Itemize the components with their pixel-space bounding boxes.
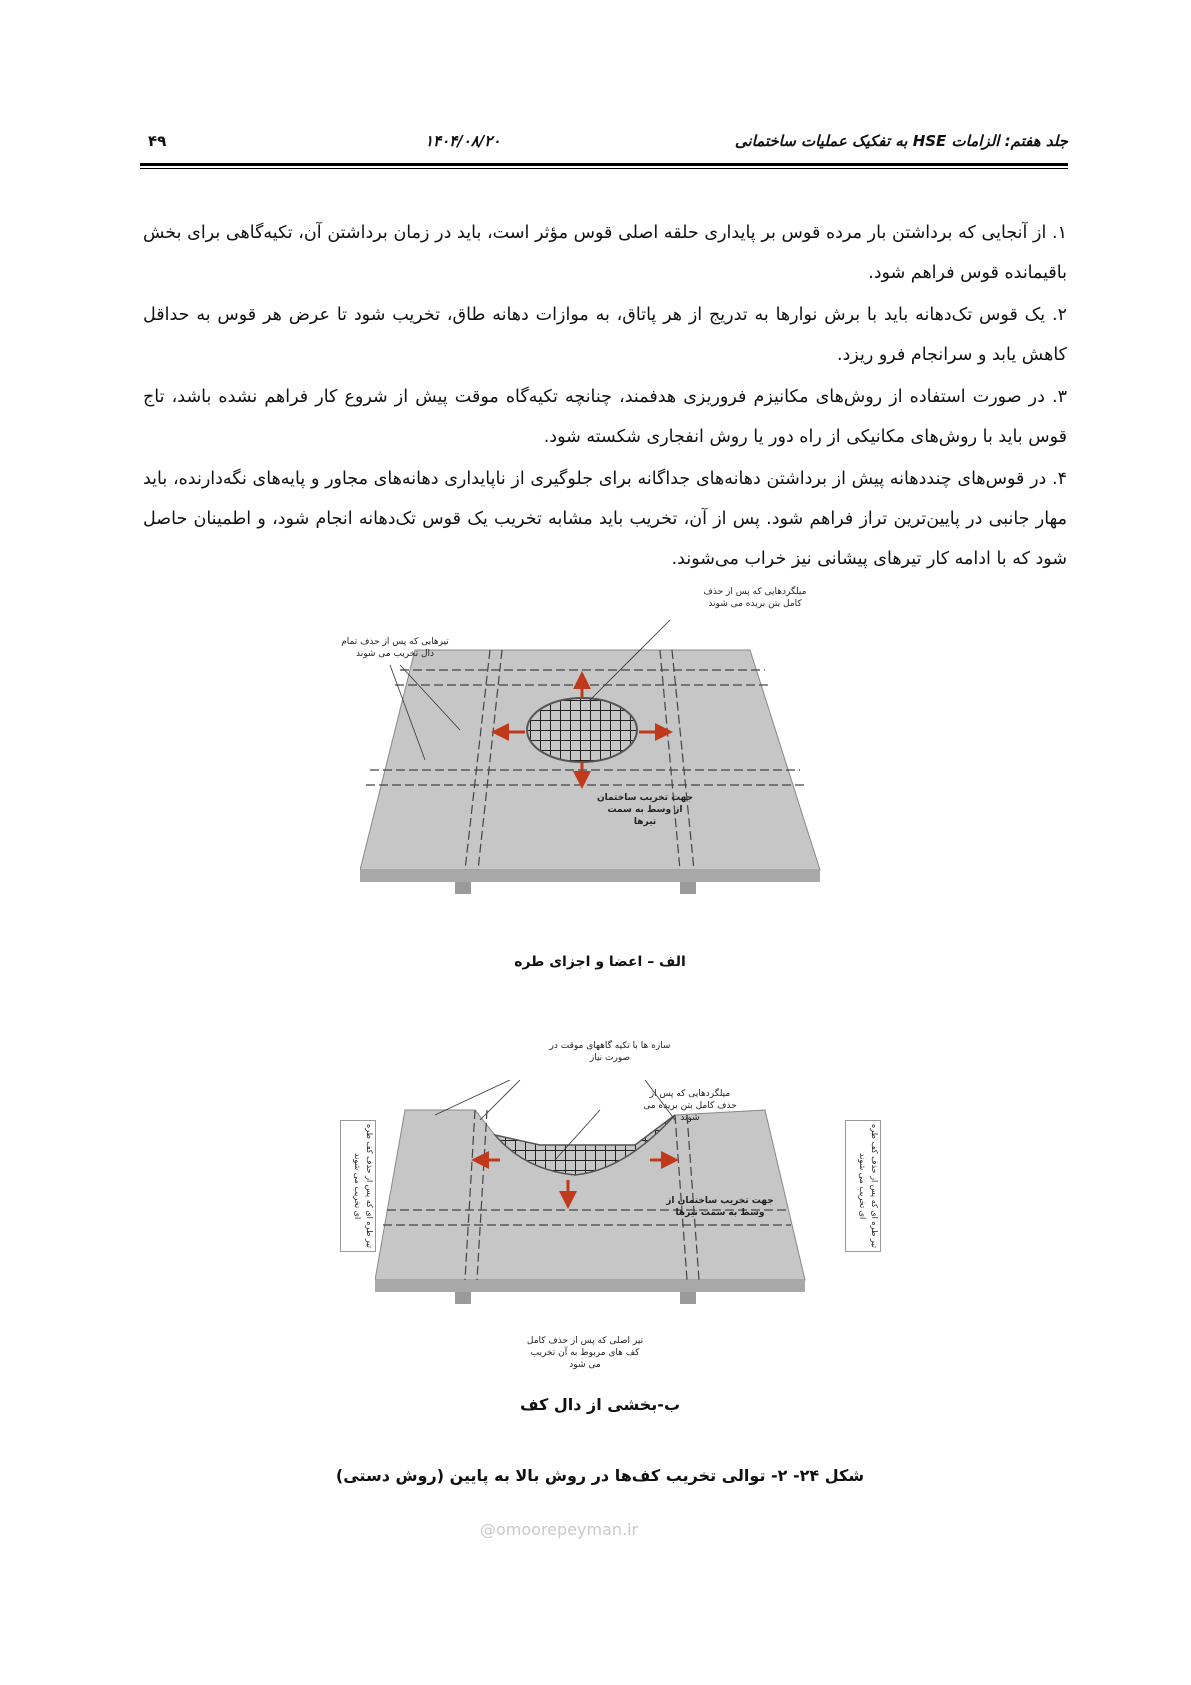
header-rule-thick (140, 163, 1068, 166)
beam-b-left (455, 1292, 471, 1304)
page-header (140, 122, 1068, 162)
figure-b-label-left-beam: تیر طره ای که پس از حذف کف طره ای تخریب می شوند (340, 1120, 376, 1252)
beam-b-right (680, 1292, 696, 1304)
figure-a-slab-illustration (360, 620, 860, 950)
figure-b-caption: ب-بخشی از دال کف (519, 1395, 681, 1414)
paragraph-1: ۱. از آنجایی که برداشتن بار مرده قوس بر پایداری حلقه اصلی قوس مؤثر است، باید در زمان برداشتن آن، تکیه‌گاهی برای بخش باقیمانده قوس فراهم شود. (143, 223, 1067, 283)
slab-a-opening (527, 698, 637, 762)
figure-a-label-rebar: میلگردهایی که پس از حذف کامل بتن بریده می شوند (703, 587, 807, 609)
header-title: جلد هفتم: الزامات HSE به تفکیک عملیات ساختمانی (734, 132, 1068, 150)
page-number: ۴۹ (148, 132, 167, 150)
paragraph-4: ۴. در قوس‌های چنددهانه پیش از برداشتن دهانه‌های جداگانه برای جلوگیری از ناپایداری دهانه‌های مجاور و پایه‌های نگه‌دارنده، باید مهار جانبی در پایین‌ترین تراز فراهم شود. پس از آن، تخریب باید مشابه تخریب یک قوس تک‌دهانه انجام شود، و اطمینان حاصل شود که با ادامه کار تیرهای پیشانی نیز خراب می‌شوند. (143, 469, 1067, 569)
figure-caption: شکل ۲۴- ۲- توالی تخریب کف‌ها در روش بالا به پایین (روش دستی) (335, 1466, 865, 1485)
beam-a-right (680, 882, 696, 894)
paragraph-3: ۳. در صورت استفاده از روش‌های مکانیزم فروریزی هدفمند، چنانچه تکیه‌گاه موقت پیش از شروع کار فراهم نشده باشد، تاج قوس باید با روش‌های مکانیکی از راه دور یا روش انفجاری شکسته شود. (143, 387, 1067, 447)
figure-b-label-structure: سازه ها با تکیه گاههای موقت در صورت نیاز (549, 1041, 671, 1063)
header-date: ۱۴۰۴/۰۸/۲۰ (425, 132, 501, 150)
header-rule-thin (140, 168, 1068, 169)
figure-b-label-right-beam: تیر طره ای که پس از حذف کف طره ای تخریب می شوند (845, 1120, 881, 1252)
body-text (143, 213, 1067, 581)
slab-a-front (360, 870, 820, 882)
figure-b-label-direction: جهت تخریب ساختمان از وسط به سمت تیرها (666, 1196, 774, 1218)
beam-a-left (455, 882, 471, 894)
figure-a-label-beams: تیرهایی که پس از حذف تمام دال تخریب می شوند (341, 637, 449, 659)
slab-b-front (375, 1280, 805, 1292)
paragraph-2: ۲. یک قوس تک‌دهانه باید با برش نوارها به تدریج از هر پاتاق، به موازات دهانه طاق، تخریب شود تا عرض هر قوس به حداقل کاهش یابد و سرانجام فرو ریزد. (143, 305, 1067, 365)
figure-b-label-main-beam: تیر اصلی که پس از حذف کامل کف های مربوط به آن تخریب می شود (526, 1336, 644, 1370)
figure-a-label-direction: جهت تخریب ساختمان از وسط به سمت تیرها (596, 793, 694, 827)
watermark: @omoorepeyman.ir (480, 1520, 639, 1539)
figure-a-caption: الف – اعضا و اجزای طره (514, 954, 686, 970)
figure-b-label-rebar: میلگردهایی که پس از حذف کامل بتن بریده می شوند (643, 1089, 737, 1123)
